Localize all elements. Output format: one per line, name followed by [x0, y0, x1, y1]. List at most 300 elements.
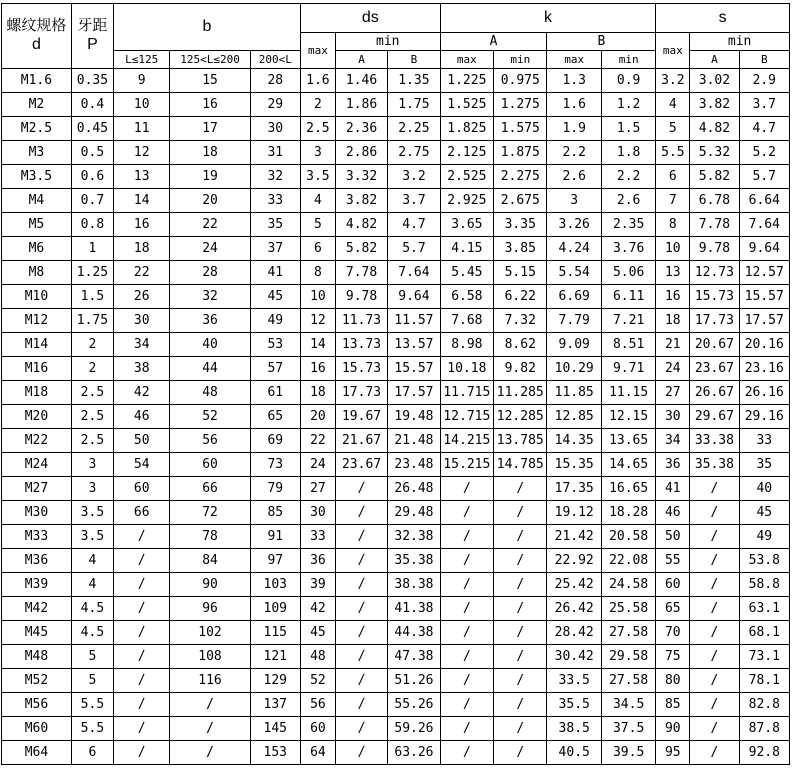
k-b-min-cell: 16.65: [601, 477, 655, 501]
b-short-cell: 13: [113, 165, 170, 189]
table-row: [2, 741, 790, 765]
k-a-max-cell: 10.18: [440, 357, 493, 381]
s-max-cell: 21: [656, 333, 690, 357]
pitch-cell: 2.5: [71, 429, 113, 453]
ds-min-a-cell: 2.36: [335, 117, 387, 141]
k-b-min-cell: 13.65: [601, 429, 655, 453]
ds-min-b-cell: 15.57: [388, 357, 440, 381]
thread-size-cell: M30: [2, 501, 72, 525]
b-mid-cell: /: [170, 693, 250, 717]
ds-min-a-cell: 3.82: [335, 189, 387, 213]
b-long-cell: 153: [250, 741, 300, 765]
s-min-a-cell: /: [690, 621, 739, 645]
pitch-cell: 3: [71, 453, 113, 477]
b-mid-cell: 48: [170, 381, 250, 405]
b-long-cell: 30: [250, 117, 300, 141]
ds-min-b-cell: 2.75: [388, 141, 440, 165]
k-b-min-cell: 9.71: [601, 357, 655, 381]
table-row: [2, 453, 790, 477]
k-b-min-cell: 37.5: [601, 717, 655, 741]
table-header: [2, 4, 790, 69]
b-mid-cell: 90: [170, 573, 250, 597]
k-a-max-cell: 4.15: [440, 237, 493, 261]
thread-size-cell: M12: [2, 309, 72, 333]
b-mid-cell: 19: [170, 165, 250, 189]
b-short-cell: 16: [113, 213, 170, 237]
k-b-min-cell: 25.58: [601, 597, 655, 621]
ds-min-a-cell: 5.82: [335, 237, 387, 261]
ds-max-cell: 45: [300, 621, 335, 645]
k-a-min-cell: 5.15: [494, 261, 547, 285]
ds-max-cell: 16: [300, 357, 335, 381]
k-a-min-cell: 11.285: [494, 381, 547, 405]
k-b-max-cell: 14.35: [547, 429, 601, 453]
k-b-max-cell: 6.69: [547, 285, 601, 309]
s-min-a-cell: /: [690, 597, 739, 621]
k-a-max-header: max: [440, 51, 493, 69]
b-mid-cell: 20: [170, 189, 250, 213]
ds-min-a-cell: /: [335, 669, 387, 693]
table-row: [2, 333, 790, 357]
table-row: [2, 429, 790, 453]
b-short-cell: 10: [113, 93, 170, 117]
thread-size-cell: M6: [2, 237, 72, 261]
s-max-cell: 85: [656, 693, 690, 717]
s-min-a-cell: /: [690, 693, 739, 717]
thread-size-cell: M2.5: [2, 117, 72, 141]
k-a-min-cell: /: [494, 717, 547, 741]
s-min-a-cell: 9.78: [690, 237, 739, 261]
s-max-cell: 6: [656, 165, 690, 189]
b-short-cell: 66: [113, 501, 170, 525]
b-long-cell: 137: [250, 693, 300, 717]
ds-max-cell: 22: [300, 429, 335, 453]
ds-min-b-cell: 3.2: [388, 165, 440, 189]
k-b-min-cell: 34.5: [601, 693, 655, 717]
k-a-min-cell: 2.675: [494, 189, 547, 213]
b-long-cell: 49: [250, 309, 300, 333]
b-long-cell: 65: [250, 405, 300, 429]
ds-max-cell: 3: [300, 141, 335, 165]
k-a-min-cell: /: [494, 741, 547, 765]
s-min-a-cell: 33.38: [690, 429, 739, 453]
k-grade-b-header: B: [547, 33, 656, 51]
ds-min-b-cell: 2.25: [388, 117, 440, 141]
pitch-cell: 0.45: [71, 117, 113, 141]
pitch-cell: 4.5: [71, 597, 113, 621]
k-a-min-cell: 1.575: [494, 117, 547, 141]
k-b-max-cell: 1.9: [547, 117, 601, 141]
ds-min-a-cell: 4.82: [335, 213, 387, 237]
thread-size-cell: M42: [2, 597, 72, 621]
k-b-max-cell: 11.85: [547, 381, 601, 405]
s-min-b-cell: 9.64: [739, 237, 789, 261]
ds-min-b-cell: 59.26: [388, 717, 440, 741]
k-b-min-cell: 2.2: [601, 165, 655, 189]
k-b-max-cell: 40.5: [547, 741, 601, 765]
b-mid-cell: 36: [170, 309, 250, 333]
k-a-max-cell: /: [440, 477, 493, 501]
ds-min-b-header: B: [388, 51, 440, 69]
k-a-max-cell: /: [440, 621, 493, 645]
s-max-cell: 55: [656, 549, 690, 573]
s-min-a-cell: /: [690, 549, 739, 573]
s-min-header: min: [690, 33, 790, 51]
b-short-cell: /: [113, 741, 170, 765]
pitch-cell: 6: [71, 741, 113, 765]
pitch-cell: 2: [71, 357, 113, 381]
b-long-cell: 115: [250, 621, 300, 645]
s-min-b-cell: 7.64: [739, 213, 789, 237]
b-long-cell: 57: [250, 357, 300, 381]
thread-size-cell: M18: [2, 381, 72, 405]
b-long-cell: 37: [250, 237, 300, 261]
b-short-cell: 50: [113, 429, 170, 453]
ds-min-b-cell: 9.64: [388, 285, 440, 309]
thread-size-cell: M3.5: [2, 165, 72, 189]
s-max-cell: 75: [656, 645, 690, 669]
pitch-cell: 1.25: [71, 261, 113, 285]
k-a-min-cell: /: [494, 693, 547, 717]
b-short-cell: 60: [113, 477, 170, 501]
k-b-max-cell: 1.3: [547, 69, 601, 93]
ds-min-b-cell: 51.26: [388, 669, 440, 693]
b-range-short-header: L≤125: [113, 51, 170, 69]
s-min-b-cell: 78.1: [739, 669, 789, 693]
k-a-max-cell: /: [440, 669, 493, 693]
k-b-min-cell: 5.06: [601, 261, 655, 285]
pitch-header: [71, 4, 113, 69]
b-long-cell: 28: [250, 69, 300, 93]
table-row: [2, 189, 790, 213]
k-b-min-cell: 1.8: [601, 141, 655, 165]
pitch-cell: 4: [71, 573, 113, 597]
pitch-symbol: P: [87, 36, 98, 54]
ds-min-a-cell: 23.67: [335, 453, 387, 477]
pitch-cell: 0.5: [71, 141, 113, 165]
ds-max-cell: 30: [300, 501, 335, 525]
s-min-a-cell: 20.67: [690, 333, 739, 357]
s-min-b-cell: 26.16: [739, 381, 789, 405]
s-min-a-cell: /: [690, 501, 739, 525]
ds-min-b-cell: 41.38: [388, 597, 440, 621]
k-a-min-cell: 14.785: [494, 453, 547, 477]
k-a-max-cell: /: [440, 525, 493, 549]
s-max-cell: 10: [656, 237, 690, 261]
b-long-cell: 32: [250, 165, 300, 189]
ds-min-b-cell: 23.48: [388, 453, 440, 477]
ds-min-a-cell: /: [335, 549, 387, 573]
ds-min-a-cell: /: [335, 621, 387, 645]
ds-min-b-cell: 29.48: [388, 501, 440, 525]
b-long-cell: 35: [250, 213, 300, 237]
ds-min-a-cell: 13.73: [335, 333, 387, 357]
k-a-max-cell: /: [440, 645, 493, 669]
b-short-cell: /: [113, 693, 170, 717]
table-row: [2, 477, 790, 501]
b-short-cell: /: [113, 573, 170, 597]
s-min-a-cell: 17.73: [690, 309, 739, 333]
k-a-min-cell: 3.85: [494, 237, 547, 261]
b-mid-cell: 108: [170, 645, 250, 669]
s-min-b-cell: 3.7: [739, 93, 789, 117]
k-b-min-cell: 2.6: [601, 189, 655, 213]
k-a-min-cell: 13.785: [494, 429, 547, 453]
ds-min-b-cell: 3.7: [388, 189, 440, 213]
k-b-min-cell: 3.76: [601, 237, 655, 261]
ds-max-cell: 8: [300, 261, 335, 285]
k-b-min-cell: 18.28: [601, 501, 655, 525]
thread-spec-table: [1, 3, 790, 765]
thread-size-cell: M20: [2, 405, 72, 429]
s-min-b-cell: 92.8: [739, 741, 789, 765]
pitch-cell: 0.8: [71, 213, 113, 237]
s-min-a-cell: 7.78: [690, 213, 739, 237]
thread-size-cell: M48: [2, 645, 72, 669]
b-short-cell: 9: [113, 69, 170, 93]
ds-max-cell: 5: [300, 213, 335, 237]
b-long-cell: 97: [250, 549, 300, 573]
s-min-a-cell: /: [690, 669, 739, 693]
thread-size-cell: M22: [2, 429, 72, 453]
ds-min-b-cell: 26.48: [388, 477, 440, 501]
thread-size-cell: M36: [2, 549, 72, 573]
k-b-max-cell: 15.35: [547, 453, 601, 477]
s-min-a-cell: /: [690, 717, 739, 741]
s-header: s: [656, 4, 790, 33]
s-min-a-cell: 26.67: [690, 381, 739, 405]
k-a-max-cell: /: [440, 693, 493, 717]
ds-max-header: max: [300, 33, 335, 69]
k-b-max-cell: 10.29: [547, 357, 601, 381]
ds-max-cell: 52: [300, 669, 335, 693]
k-b-max-cell: 33.5: [547, 669, 601, 693]
k-b-max-cell: 30.42: [547, 645, 601, 669]
b-long-cell: 109: [250, 597, 300, 621]
s-min-b-cell: 87.8: [739, 717, 789, 741]
k-a-min-cell: /: [494, 477, 547, 501]
k-b-min-cell: 27.58: [601, 669, 655, 693]
k-a-max-cell: 11.715: [440, 381, 493, 405]
pitch-cell: 0.7: [71, 189, 113, 213]
k-a-max-cell: 6.58: [440, 285, 493, 309]
b-long-cell: 121: [250, 645, 300, 669]
b-mid-cell: 28: [170, 261, 250, 285]
pitch-cell: 3: [71, 477, 113, 501]
b-short-cell: 38: [113, 357, 170, 381]
ds-min-b-cell: 13.57: [388, 333, 440, 357]
s-min-a-cell: 3.82: [690, 93, 739, 117]
s-max-cell: 60: [656, 573, 690, 597]
s-max-cell: 36: [656, 453, 690, 477]
s-min-b-cell: 63.1: [739, 597, 789, 621]
k-a-min-cell: 3.35: [494, 213, 547, 237]
s-min-b-cell: 82.8: [739, 693, 789, 717]
s-min-b-cell: 17.57: [739, 309, 789, 333]
ds-min-a-cell: 1.86: [335, 93, 387, 117]
b-mid-cell: /: [170, 717, 250, 741]
k-a-max-cell: 5.45: [440, 261, 493, 285]
b-long-cell: 69: [250, 429, 300, 453]
thread-size-cell: M24: [2, 453, 72, 477]
table-row: [2, 261, 790, 285]
s-max-cell: 13: [656, 261, 690, 285]
ds-min-a-cell: 19.67: [335, 405, 387, 429]
ds-header: ds: [300, 4, 440, 33]
b-mid-cell: /: [170, 741, 250, 765]
k-header: k: [440, 4, 656, 33]
ds-min-b-cell: 38.38: [388, 573, 440, 597]
ds-min-a-cell: /: [335, 573, 387, 597]
k-b-min-cell: 1.2: [601, 93, 655, 117]
ds-min-b-cell: 5.7: [388, 237, 440, 261]
ds-min-b-cell: 21.48: [388, 429, 440, 453]
thread-size-title: 螺纹规格: [6, 15, 67, 34]
s-min-b-cell: 53.8: [739, 549, 789, 573]
thread-size-cell: M3: [2, 141, 72, 165]
s-min-b-cell: 58.8: [739, 573, 789, 597]
pitch-cell: 1.75: [71, 309, 113, 333]
k-b-max-cell: 26.42: [547, 597, 601, 621]
k-a-max-cell: 3.65: [440, 213, 493, 237]
table-row: [2, 693, 790, 717]
ds-max-cell: 33: [300, 525, 335, 549]
k-a-min-cell: 12.285: [494, 405, 547, 429]
s-max-cell: 5.5: [656, 141, 690, 165]
b-short-cell: 42: [113, 381, 170, 405]
k-a-min-cell: /: [494, 525, 547, 549]
table-row: [2, 93, 790, 117]
k-a-min-cell: /: [494, 669, 547, 693]
table-row: [2, 549, 790, 573]
k-a-max-cell: 1.525: [440, 93, 493, 117]
b-mid-cell: 66: [170, 477, 250, 501]
thread-size-cell: M2: [2, 93, 72, 117]
b-mid-cell: 72: [170, 501, 250, 525]
b-mid-cell: 22: [170, 213, 250, 237]
ds-min-b-cell: 11.57: [388, 309, 440, 333]
k-a-max-cell: /: [440, 501, 493, 525]
s-min-b-cell: 29.16: [739, 405, 789, 429]
b-long-cell: 61: [250, 381, 300, 405]
pitch-cell: 3.5: [71, 525, 113, 549]
s-max-cell: 5: [656, 117, 690, 141]
ds-max-cell: 27: [300, 477, 335, 501]
s-min-a-cell: /: [690, 477, 739, 501]
b-short-cell: 30: [113, 309, 170, 333]
table-row: [2, 645, 790, 669]
ds-max-cell: 10: [300, 285, 335, 309]
k-b-min-cell: 39.5: [601, 741, 655, 765]
k-b-max-cell: 38.5: [547, 717, 601, 741]
k-a-max-cell: 8.98: [440, 333, 493, 357]
k-b-min-cell: 14.65: [601, 453, 655, 477]
ds-max-cell: 12: [300, 309, 335, 333]
s-min-a-cell: 23.67: [690, 357, 739, 381]
pitch-cell: 5.5: [71, 693, 113, 717]
b-short-cell: 22: [113, 261, 170, 285]
k-a-max-cell: 15.215: [440, 453, 493, 477]
s-min-b-cell: 12.57: [739, 261, 789, 285]
k-a-max-cell: 7.68: [440, 309, 493, 333]
s-min-b-cell: 5.2: [739, 141, 789, 165]
b-short-cell: 14: [113, 189, 170, 213]
ds-min-a-cell: 3.32: [335, 165, 387, 189]
table-row: [2, 501, 790, 525]
k-a-min-cell: 1.275: [494, 93, 547, 117]
ds-min-a-cell: /: [335, 693, 387, 717]
ds-min-b-cell: 4.7: [388, 213, 440, 237]
ds-min-b-cell: 17.57: [388, 381, 440, 405]
b-long-cell: 41: [250, 261, 300, 285]
thread-size-cell: M16: [2, 357, 72, 381]
s-min-b-header: B: [739, 51, 789, 69]
k-b-min-cell: 29.58: [601, 645, 655, 669]
k-b-max-cell: 9.09: [547, 333, 601, 357]
k-b-max-cell: 3: [547, 189, 601, 213]
b-short-cell: 46: [113, 405, 170, 429]
k-b-max-cell: 21.42: [547, 525, 601, 549]
b-mid-cell: 84: [170, 549, 250, 573]
k-a-max-cell: /: [440, 549, 493, 573]
k-a-min-cell: 7.32: [494, 309, 547, 333]
b-mid-cell: 16: [170, 93, 250, 117]
k-b-min-cell: 11.15: [601, 381, 655, 405]
pitch-cell: 0.4: [71, 93, 113, 117]
ds-min-b-cell: 55.26: [388, 693, 440, 717]
ds-max-cell: 18: [300, 381, 335, 405]
s-max-cell: 16: [656, 285, 690, 309]
table-row: [2, 405, 790, 429]
b-short-cell: /: [113, 645, 170, 669]
s-min-a-cell: 15.73: [690, 285, 739, 309]
k-b-min-cell: 2.35: [601, 213, 655, 237]
k-b-min-cell: 24.58: [601, 573, 655, 597]
s-min-b-cell: 68.1: [739, 621, 789, 645]
s-min-a-header: A: [690, 51, 739, 69]
thread-size-symbol: d: [31, 36, 41, 54]
k-a-min-header: min: [494, 51, 547, 69]
table-row: [2, 717, 790, 741]
k-b-min-cell: 6.11: [601, 285, 655, 309]
s-min-b-cell: 73.1: [739, 645, 789, 669]
b-mid-cell: 116: [170, 669, 250, 693]
ds-max-cell: 64: [300, 741, 335, 765]
pitch-cell: 4: [71, 549, 113, 573]
thread-size-cell: M39: [2, 573, 72, 597]
ds-max-cell: 4: [300, 189, 335, 213]
k-a-min-cell: /: [494, 597, 547, 621]
b-short-cell: /: [113, 597, 170, 621]
s-min-a-cell: 5.82: [690, 165, 739, 189]
ds-max-cell: 2: [300, 93, 335, 117]
b-long-cell: 33: [250, 189, 300, 213]
table-row: [2, 213, 790, 237]
b-short-cell: 18: [113, 237, 170, 261]
k-b-max-cell: 4.24: [547, 237, 601, 261]
s-min-a-cell: 35.38: [690, 453, 739, 477]
b-long-cell: 53: [250, 333, 300, 357]
k-a-max-cell: 14.215: [440, 429, 493, 453]
table-row: [2, 621, 790, 645]
s-min-b-cell: 20.16: [739, 333, 789, 357]
table-row: [2, 117, 790, 141]
s-max-cell: 90: [656, 717, 690, 741]
b-short-cell: 11: [113, 117, 170, 141]
ds-max-cell: 20: [300, 405, 335, 429]
s-min-a-cell: 4.82: [690, 117, 739, 141]
s-min-a-cell: /: [690, 573, 739, 597]
